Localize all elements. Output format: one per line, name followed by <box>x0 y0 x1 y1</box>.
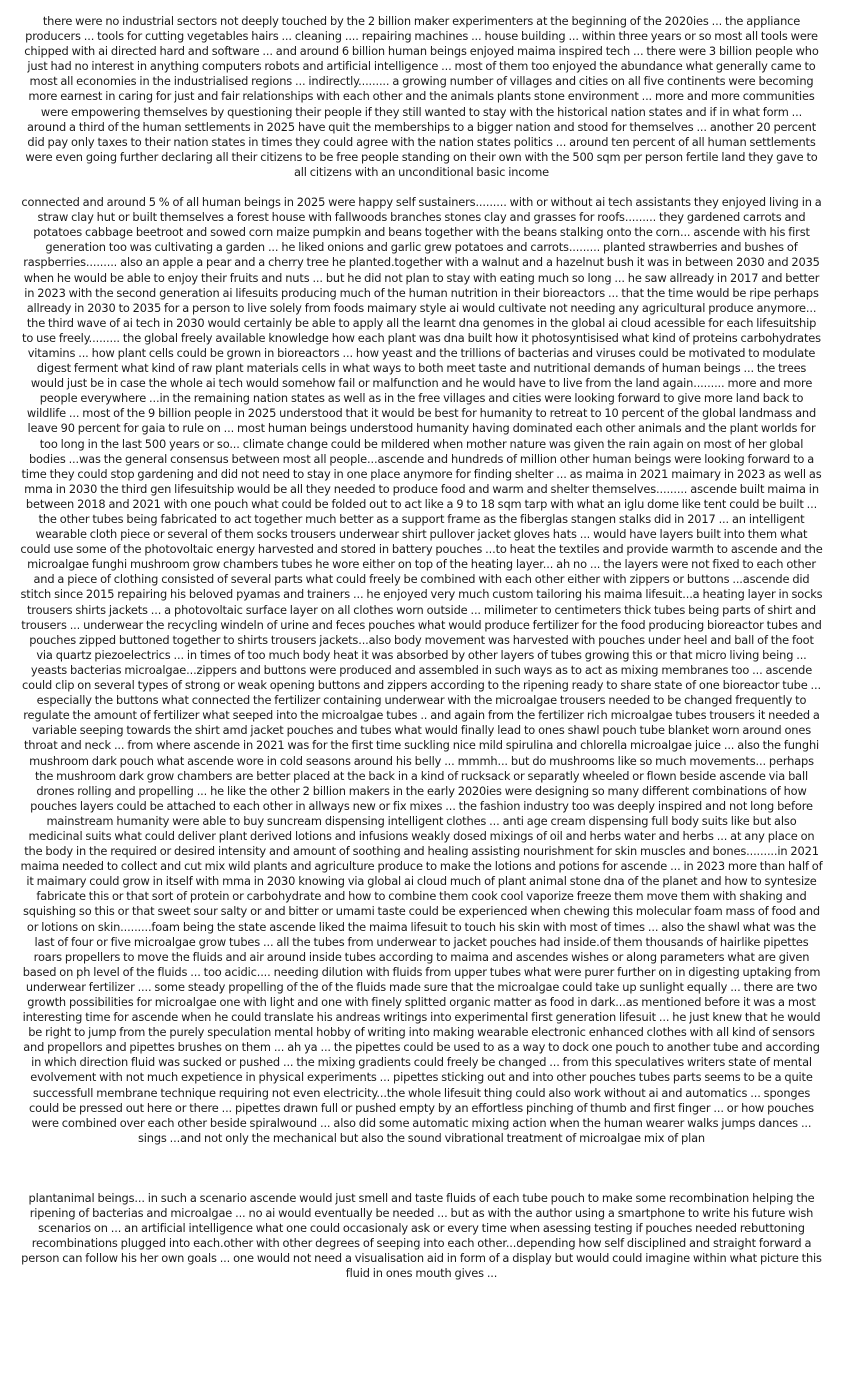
paragraph-industrial-sectors: there were no industrial sectors not deeply touched by the 2 billion maker experimenters at the beginning of the 2020ies ... the appliance producers ... tools for cutting vegetables hairs ... cleaning .... repairing machines ... house building ... within three years or so most all tools were chipped with ai directed hard and software ... and around 6 billion human beings enjoyed maima inspired tech ... there were 3 billion people who just had no interest in anything computers robots and artificial intelligence ... most of them too enjoyed the abundance what generally came to most all economies in the industrialised regions ... indirectly......... a growing number of villages and cities on all five continents were becoming more earnest in caring for just and fair relationships with each other and the animals plants stone environment ... more and more communities were empowering themselves by questioning their people if they still wanted to stay with the historical nation states and if in what form ... around a third of the human settlements in 2025 have quit the memberships to a bigger nation and stood for themselves ... another 20 percent did pay only taxes to their nation states in times they could agree with the nation states politics ... around ten percent of all human settlements were even going further declaring all their citizens to be free people standing on their own with the 500 sqm per person fertile land they gave to all citizens with an unconditional basic income <box>24 14 819 179</box>
paragraph-plantanimal-beings: plantanimal beings... in such a scenario ascende would just smell and taste fluids of each tube pouch to make some recombination helping the ripening of bacterias and microalgae ... no ai would eventually be needed ... but as with the author using a smartphone to write his future wish scenarios on ... an artificial intelligence what one could occasionaly ask or every time when asessing testing if pouches needed rebuttoning recombinations plugged into each.other with other degrees of seeping into each other...depending how self disciplined and straight forward a person can follow his her own goals ... one would not need a visualisation aid in form of a display but would could imagine within what picture this fluid in ones mouth gives ... <box>21 1190 822 1281</box>
paragraph-self-sustainers-lifesuit: connected and around 5 % of all human beings in 2025 were happy self sustainers......... with or without ai tech assistants they enjoyed living in a straw clay hut or built themselves a forest house with fallwoods branches stones clay and grasses for roofs......... they gardened carrots and potatoes cabbage beetroot and sowed corn maize pumpkin and beans together with the beans stalking onto the corn... ascende with his first generation too was cultivating a garden ... he liked onions and garlic grew potatoes and carrots......... planted strawberries and bushes of raspberries......... also an apple a pear and a cherry tree he planted.together with a walnut and a hazelnut bush it was in between 2030 and 2035 when he would be able to enjoy their fruits and nuts ... but he did not plan to stay with eating much so long ... he saw allready in 2017 and better in 2023 with the second generation ai lifesuits producing much of the human nutrition in their bioreactors ... that the time would be ripe perhaps allready in 2030 to 2035 for a person to live solely from foods maimary style ai would cultivate not needing any agricultural produce anymore... the third wave of ai tech in 2030 would certainly be able to apply all the learnt dna genomes in the global ai cloud acessible for each lifesuitship to use freely......... the global freely available knowledge how each plant was dna built how it photosyntisised what kind of proteins carbohydrates vitamins ... how plant cells could be grown in bioreactors ... how yeast and the trillions of bacterias and viruses could be motivated to modulate digest ferment what kind of raw plant materials cells in what ways to both meet taste and nutritional demands of human beings ... the trees would just be in case the whole ai tech would somehow fail or malfunction and he would have to live from the land again......... more and more people everywhere ...in the remaining nation states as well as in the free villages and cities were looking forward to give more land back to wildlife ... most of the 9 billion people in 2025 understood that it would be best for humanity to retreat to 10 percent of the global landmass and leave 90 percent for gaia to rule on ... most human beings understood humanity having dominated each other animals and the plant worlds for too long in the last 500 years or so... climate change could be mildered when mother nature was given the rain again on most of her global bodies ...was the general consensus between most all people...ascende and hundreds of million other human beings were looking forward to a time they could stop gardening and did not need to stay in one place anymore for finding shelter ... as maima in 2021 maimary in 2023 as well as mma in 2030 the third gen lifesuitship would be all they needed to produce food and warm and shelter themselves......... ascende built maima in between 2018 and 2021 with one pouch what could be folded out to act like a 9 to 18 sqm tarp with what an iglu dome like tent could be built ... the other tubes being fabricated to act together much better as a support frame as the fiberglas stangen stalks did in 2017 ... an intelligent wearable cloth piece or several of them socks trousers underwear shirt pullover jacket gloves hats ... would have layers built into them what could use some of the photovoltaic energy harvested and stored in battery pouches ...to heat the textiles and provide warmth to ascende and the microalgae funghi mushroom grow chambers tubes he wore either on top of the heating layer... ah no ... the layers were not fixed to each other and a piece of clothing consisted of several parts what could freely be combined with each other either with zippers or buttons ...ascende did stitch since 2015 repairing his beloved pyamas and trainers ... he enjoyed very much custom tailoring his maima lifesuit...a heating layer in socks trousers shirts jackets ... a photovoltaic surface layer on all clothes worn outside ... milimeter to centimeters thick tubes being parts of shirt and trousers ... underwear the recycling windeln of urine and feces pouches what would produce fertilizer for the food producing bioreactor tubes and pouches zipped buttoned together to shirts trousers jackets...also body movement was harvested with pouches under heel and ball of the foot via quartz piezoelectrics ... in times of too much body heat it was absorbed by other layers of tubes growing this or that micro living being ... yeasts bacterias microalgae...zippers and buttons were produced and assembled in such ways as to act as mixing membranes too ... ascende could clip on several types of strong or weak opening buttons and zippers according to the ripening ready to share state of one bioreactor tube ... especially the buttons what connected the fertilizer containing underwear with the microalgae trousers needed to be changed frequently to regulate the amount of fertilizer what seeped into the microalgae tubes .. and again from the fertilizer rich microalgae tubes trousers it needed a variable seeping towards the shirt amd jacket pouches and tubes what would finally lead to ones shawl pouch tube blanket worn around ones throat and neck ... from where ascende in 2021 was for the first time suckling nice mild spirulina and chlorella microalgae juice ... also the funghi mushroom dark pouch what ascende wore in cold seasons around his belly ... mmmh... but do mushrooms like so much movements... perhaps the mushroom dark grow chambers are better placed at the back in a kind of rucksack or separatly wheeled or flown beside ascende via ball drones rolling and propelling ... he like the other 2 billion makers in the early 2020ies were designing so many different combinations of how pouches layers could be attached to each other in allways new or fix mixes ... the fashion industry too was deeply inspired and not long before mainstream humanity were able to buy suncream dispensing intelligent clothes ... anti age cream dispensing full body suits like but also medicinal suits what could deliver plant derived lotions and infusions weakly dosed mixings of oil and herbs water and herbs ... at any place on the body in the required or desired intensity and amount of soothing and healing assisting nourishment for skin muscles and bones.........in 2021 maima needed to collect and cut mix wild plants and agriculture produce to make the lotions and potions for ascende ... in 2023 more than half of it maimary could grow in itself with mma in 2030 knowing via global ai cloud much of plant animal stone dna of the planet and how to syntesize fabricate this or that sort of protein or carbohydrate and how to combine them cook cool vaporize freeze them move them with shaking and squishing so this or that sweet sour salty or and bitter or umami taste could be experienced when chewing this molecular foam mass of food and or lotions on skin.........foam being the state ascende liked the maima lifesuit to touch his skin with most of times ... also the shawl what was the last of four or five microalgae grow tubes ... all the tubes from underwear to jacket pouches had inside.of them thousands of hairlike pipettes roars propellers to move the fluids and air around inside tubes according to maima and ascendes wishes or along parameters what are given based on ph level of the fluids ... too acidic.... needing dilution with fluids from upper tubes what were purer further on in digesting uptaking from underwear fertilizer .... some steady propelling of the of the fluids made sure that the microalgae could take up sunlight equally ... there are two growth possibilities for microalgae one with light and one with finely splitted organic matter as food in dark...as mentioned before it was a most interesting time for ascende when he could translate his andreas writings into experimental first generation lifesuit ... he just knew that he would be right to jump from the purely speculation mental hobby of writing into making wearable electronic enhanced clothes with all kind of sensors and propellors and pipettes brushes on them ... ah ya ... the pipettes could be used to as a way to dock one pouch to another tube and according in which direction fluid was sucked or pushed ... the mixing gradients could freely be changed ... from this speculatives writers state of mental evolvement with not much expetience in physical experiments ... pipettes sticking out and into other pouches tubes parts seems to be a quite successfull membrane technique requiring not even electricity...the whole lifesuit thing could also work without ai and automatics ... sponges could be pressed out here or there ... pipettes drawn full or pushed empty by an effortless pinching of thumb and first finger ... or how pouches were combined over each other beside spiralwound ... also did some automatic mixing action when the human wearer walks jumps dances ... sings ...and not only the mechanical but also the sound vibrational treatment of microalgae mix of plan <box>20 195 823 1145</box>
